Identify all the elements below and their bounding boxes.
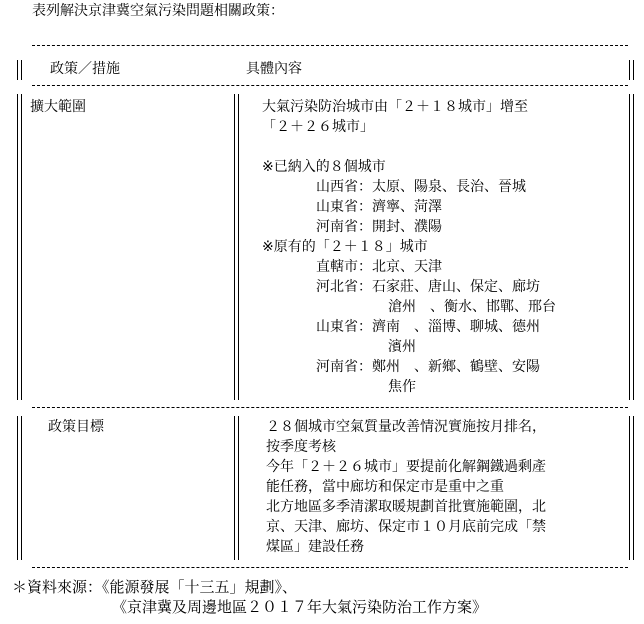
left-border (17, 416, 22, 560)
table-top-border (32, 45, 628, 46)
content-line: 滄州 、衡水、邯鄲、邢台 (388, 299, 556, 315)
row-divider (32, 407, 628, 408)
content-line: 山東省：濟寧、菏澤 (316, 199, 442, 215)
left-border (17, 94, 22, 400)
content-line: ※已納入的８個城市 (262, 159, 386, 175)
intro-text: 表列解決京津冀空氣污染問題相關政策： (32, 3, 284, 19)
content-line: ２８個城市空氣質量改善情況實施按月排名， (266, 419, 546, 435)
column-separator (234, 416, 239, 560)
content-line: 京、天津、廊坊、保定市１０月底前完成「禁 (266, 519, 546, 535)
header-content: 具體內容 (246, 61, 302, 77)
content-line: 河北省：石家莊、唐山、保定、廊坊 (316, 279, 540, 295)
content-line: 河南省：開封、濮陽 (316, 219, 442, 235)
table-bottom-border (32, 567, 628, 568)
source-line-2: 《京津冀及周邊地區２０１７年大氣污染防治工作方案》 (112, 598, 488, 616)
right-border (629, 94, 634, 400)
column-separator (234, 94, 239, 400)
content-line: 北方地區多季清潔取暖規劃首批實施範圍，北 (266, 499, 546, 515)
header-divider (32, 85, 628, 86)
header-policy: 政策／措施 (50, 61, 120, 77)
right-border (629, 416, 634, 560)
content-line: 煤區」建設任務 (266, 539, 364, 555)
row-policy-scope: 擴大範圍 (30, 99, 86, 115)
content-line: 「２＋２６城市」 (262, 119, 374, 135)
content-line: 能任務，當中廊坊和保定市是重中之重 (266, 479, 504, 495)
left-border (17, 60, 22, 80)
content-line: 山西省：太原、陽泉、長治、晉城 (316, 179, 526, 195)
content-line: 山東省：濟南 、淄博、聊城、德州 (316, 319, 540, 335)
right-border (629, 60, 634, 80)
content-line: 大氣污染防治城市由「２＋１８城市」增至 (262, 99, 528, 115)
content-line: 按季度考核 (266, 439, 336, 455)
content-line: ※原有的「２＋１８」城市 (262, 239, 428, 255)
source-line-1: ＊資料來源：《能源發展「十三五」規劃》、 (12, 578, 298, 596)
content-line: 河南省：鄭州 、新鄉、鶴壁、安陽 (316, 359, 540, 375)
row-policy-goal: 政策目標 (48, 419, 104, 435)
content-line: 直轄市：北京、天津 (316, 259, 442, 275)
content-line: 焦作 (388, 379, 416, 395)
content-line: 今年「２＋２６城市」要提前化解鋼鐵過剩產 (266, 459, 546, 475)
content-line: 濱州 (388, 339, 416, 355)
